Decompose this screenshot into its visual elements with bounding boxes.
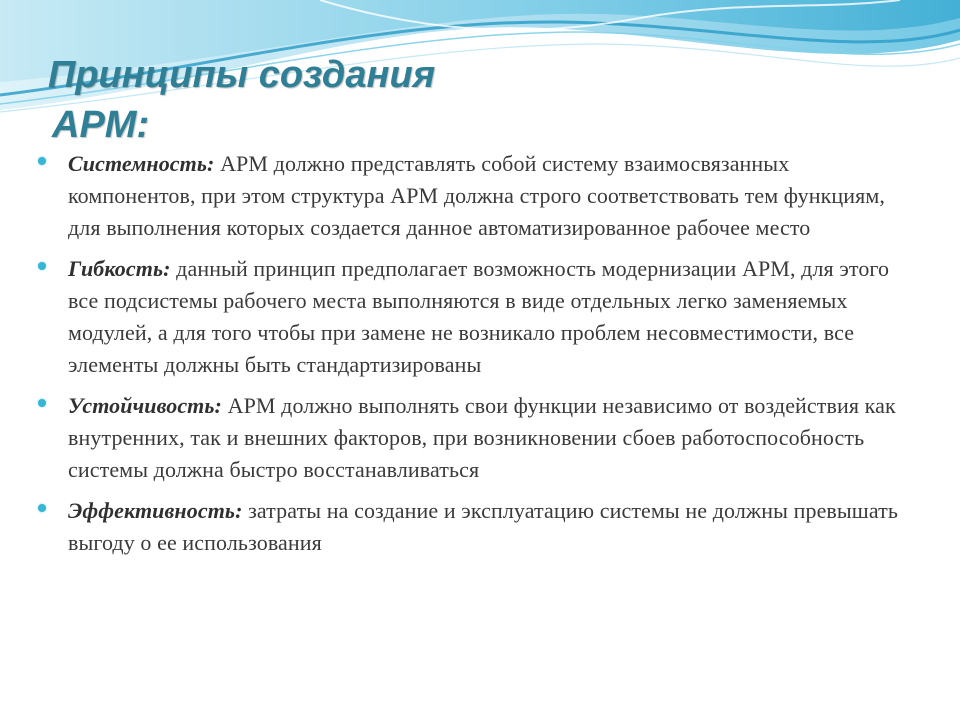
slide-title xyxy=(48,50,648,150)
list-item xyxy=(38,495,918,559)
principle-term: Устойчивость: xyxy=(68,393,222,418)
list-item-text xyxy=(68,253,918,381)
bullet-icon xyxy=(38,399,46,407)
list-item-text xyxy=(68,495,918,559)
principle-description: АРМ должно представлять собой систему взаимосвязанных компонентов, при этом структура АРМ должна строго соответствовать тем функциям, для выполнения которых создается данное автоматизированное рабочее место xyxy=(68,151,885,240)
principle-term: Системность: xyxy=(68,151,215,176)
list-item-text xyxy=(68,390,918,486)
principle-term: Гибкость: xyxy=(68,256,171,281)
list-item xyxy=(38,253,918,381)
slide-title-line2: АРМ: xyxy=(52,104,150,146)
bullet-icon xyxy=(38,262,46,270)
list-item-text xyxy=(68,148,918,244)
bullet-icon xyxy=(38,157,46,165)
bullet-icon xyxy=(38,504,46,512)
list-item xyxy=(38,390,918,486)
principle-description: затраты на создание и эксплуатацию системы не должны превышать выгоду о ее использования xyxy=(68,498,898,555)
principle-description: АРМ должно выполнять свои функции независимо от воздействия как внутренних, так и внешних факторов, при возникновении сбоев работоспособность системы должна быстро восстанавливаться xyxy=(68,393,896,482)
principles-list xyxy=(38,148,918,568)
principle-term: Эффективность: xyxy=(68,498,243,523)
principle-description: данный принцип предполагает возможность модернизации АРМ, для этого все подсистемы рабочего места выполняются в виде отдельных легко заменяемых модулей, а для того чтобы при замене не возникало проблем несовместимости, все элементы должны быть стандартизированы xyxy=(68,256,890,377)
slide-title-line1: Принципы создания xyxy=(48,54,436,96)
list-item xyxy=(38,148,918,244)
